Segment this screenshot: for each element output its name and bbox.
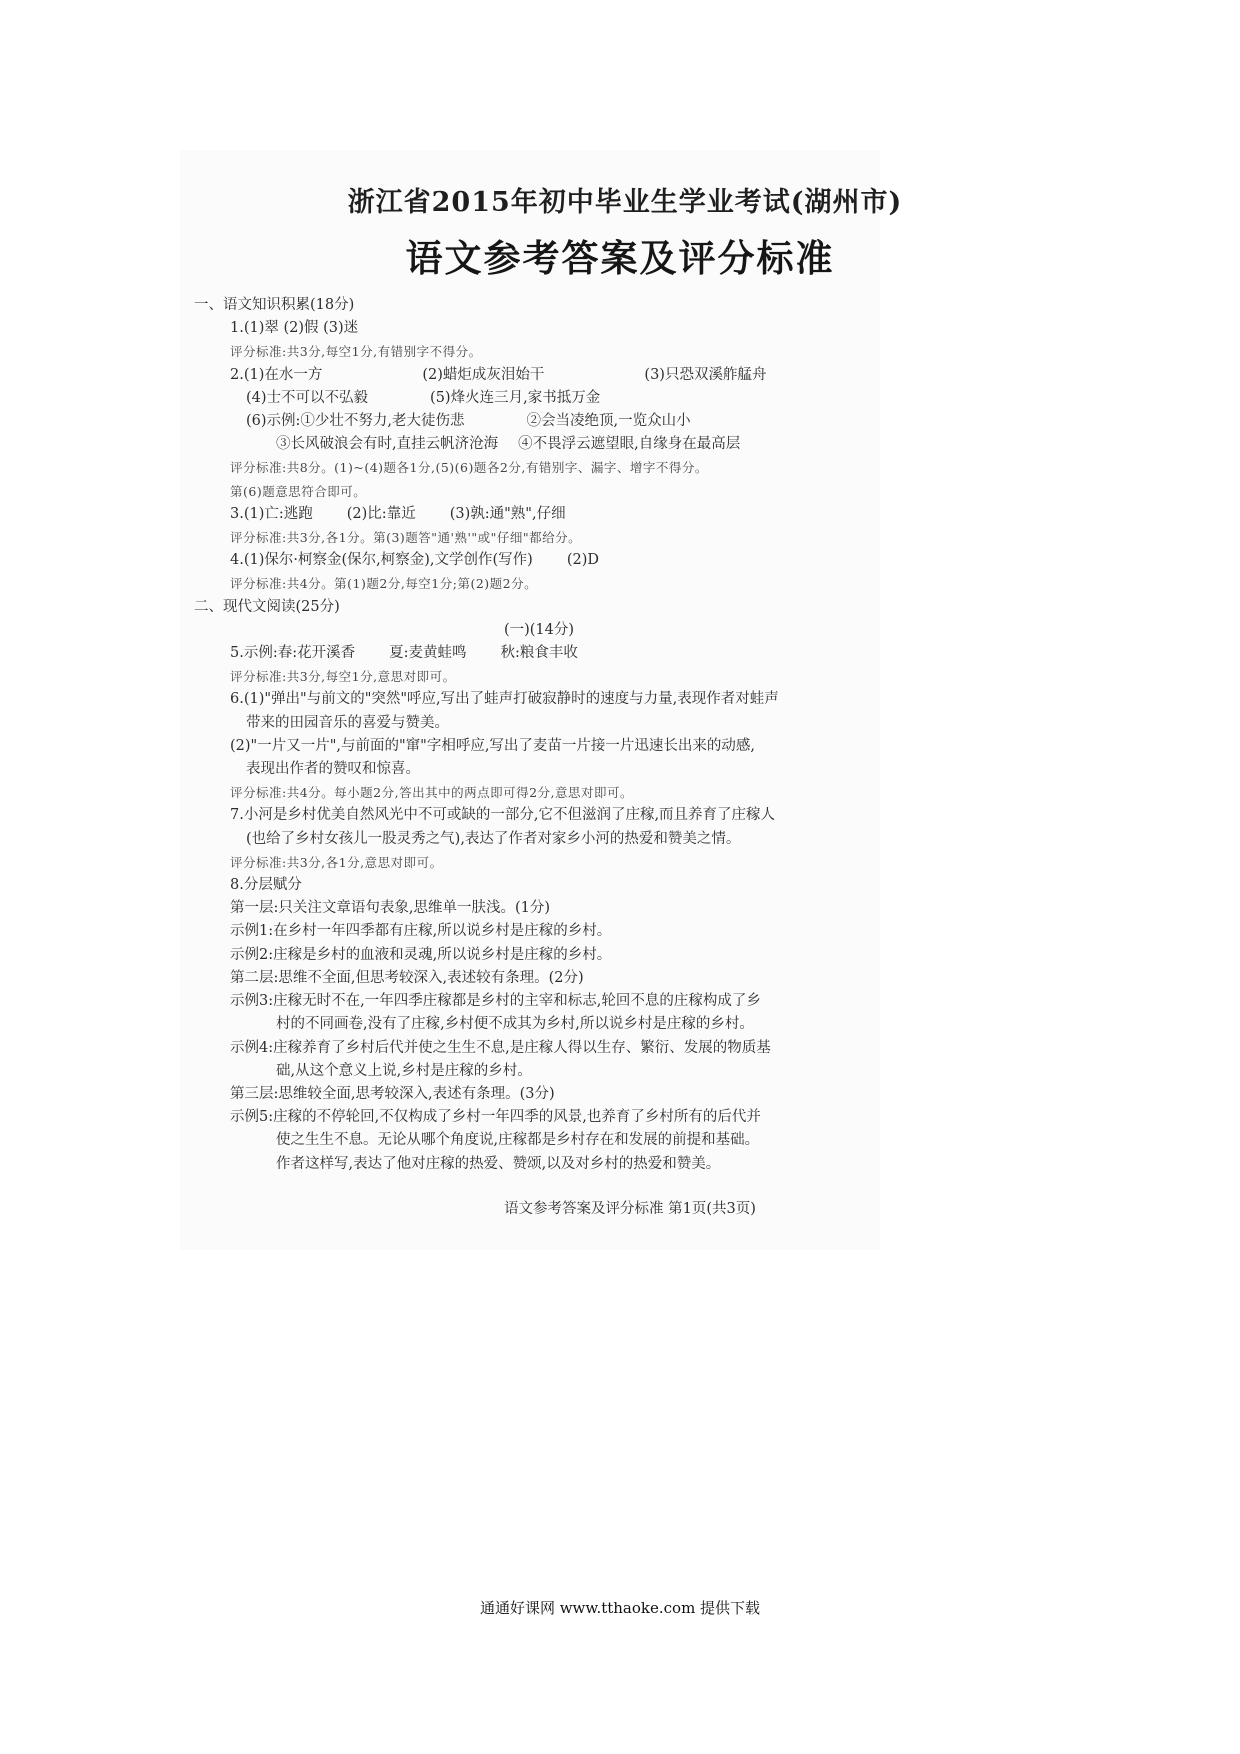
answer-line: 示例4:庄稼养育了乡村后代并使之生生不息,是庄稼人得以生存、繁衍、发展的物质基	[230, 1039, 771, 1056]
answer-line: 第二层:思维不全面,但思考较深入,表述较有条理。(2分)	[230, 969, 584, 986]
answer-line: 6.(1)"弹出"与前文的"突然"呼应,写出了蛙声打破寂静时的速度与力量,表现作者对蛙声	[230, 691, 779, 708]
answer-line: 4.(1)保尔·柯察金(保尔,柯察金),文学创作(写作) (2)D	[230, 552, 599, 569]
answer-line: (6)示例:①少壮不努力,老大徒伤悲 ②会当凌绝顶,一览众山小	[246, 413, 691, 430]
scoring-note: 评分标准:共3分,每空1分,意思对即可。	[230, 669, 456, 685]
answer-line: 示例2:庄稼是乡村的血液和灵魂,所以说乡村是庄稼的乡村。	[230, 946, 612, 963]
scoring-note: 评分标准:共8分。(1)~(4)题各1分,(5)(6)题各2分,有错别字、漏字、增字不得分。	[230, 460, 708, 476]
scoring-note: 第(6)题意思符合即可。	[230, 483, 367, 499]
page-footer: 语文参考答案及评分标准 第1页(共3页)	[504, 1201, 756, 1217]
answer-line: 带来的田园音乐的喜爱与赞美。	[246, 714, 449, 731]
answer-line: 1.(1)翠 (2)假 (3)迷	[230, 320, 359, 337]
answer-line: 表现出作者的赞叹和惊喜。	[246, 761, 420, 778]
answer-line: 8.分层赋分	[230, 877, 302, 894]
answer-line: 3.(1)亡:逃跑 (2)比:靠近 (3)孰:通"熟",仔细	[230, 505, 566, 522]
section-heading: 二、现代文阅读(25分)	[194, 598, 340, 615]
scoring-note: 评分标准:共4分。每小题2分,答出其中的两点即可得2分,意思对即可。	[230, 785, 634, 801]
answer-line: 示例5:庄稼的不停轮回,不仅构成了乡村一年四季的风景,也养育了乡村所有的后代并	[230, 1109, 761, 1126]
answer-line: (4)士不可以不弘毅 (5)烽火连三月,家书抵万金	[246, 389, 601, 406]
answer-line: 础,从这个意义上说,乡村是庄稼的乡村。	[276, 1062, 532, 1079]
answer-line: 示例1:在乡村一年四季都有庄稼,所以说乡村是庄稼的乡村。	[230, 923, 612, 940]
answer-line: 2.(1)在水一方 (2)蜡炬成灰泪始干 (3)只恐双溪舴艋舟	[230, 366, 767, 383]
scoring-note: 评分标准:共3分,各1分。第(3)题答"通'熟'"或"仔细"都给分。	[230, 530, 582, 546]
answer-line: (2)"一片又一片",与前面的"窜"字相呼应,写出了麦苗一片接一片迅速长出来的动感,	[230, 737, 756, 754]
source-credit: 通通好课网 www.tthaoke.com 提供下载	[479, 1599, 761, 1617]
answer-line: 作者这样写,表达了他对庄稼的热爱、赞颂,以及对乡村的热爱和赞美。	[276, 1155, 721, 1172]
subsection-heading: (一)(14分)	[503, 621, 575, 638]
answer-line: ③长风破浪会有时,直挂云帆济沧海 ④不畏浮云遮望眼,自缘身在最高层	[276, 436, 741, 453]
exam-title: 浙江省2015年初中毕业生学业考试(湖州市)	[347, 187, 903, 218]
answer-line: 村的不同画卷,没有了庄稼,乡村便不成其为乡村,所以说乡村是庄稼的乡村。	[276, 1016, 754, 1033]
answer-content	[194, 294, 884, 1176]
scoring-note: 评分标准:共4分。第(1)题2分,每空1分;第(2)题2分。	[230, 576, 538, 592]
answer-line: 使之生生不息。无论从哪个角度说,庄稼都是乡村存在和发展的前提和基础。	[276, 1132, 760, 1149]
answer-line: 第一层:只关注文章语句表象,思维单一肤浅。(1分)	[230, 900, 551, 917]
answer-line: (也给了乡村女孩儿一股灵秀之气),表达了作者对家乡小河的热爱和赞美之情。	[246, 830, 741, 847]
scoring-note: 评分标准:共3分,各1分,意思对即可。	[230, 854, 443, 870]
answer-line: 5.示例:春:花开溪香 夏:麦黄蛙鸣 秋:粮食丰收	[230, 645, 578, 662]
answer-line: 7.小河是乡村优美自然风光中不可或缺的一部分,它不但滋润了庄稼,而且养育了庄稼人	[230, 807, 776, 824]
section-heading: 一、语文知识积累(18分)	[194, 297, 355, 313]
answer-line: 示例3:庄稼无时不在,一年四季庄稼都是乡村的主宰和标志,轮回不息的庄稼构成了乡	[230, 993, 761, 1010]
document-title: 语文参考答案及评分标准	[405, 236, 835, 280]
scoring-note: 评分标准:共3分,每空1分,有错别字不得分。	[230, 344, 482, 360]
answer-line: 第三层:思维较全面,思考较深入,表述有条理。(3分)	[230, 1085, 555, 1102]
